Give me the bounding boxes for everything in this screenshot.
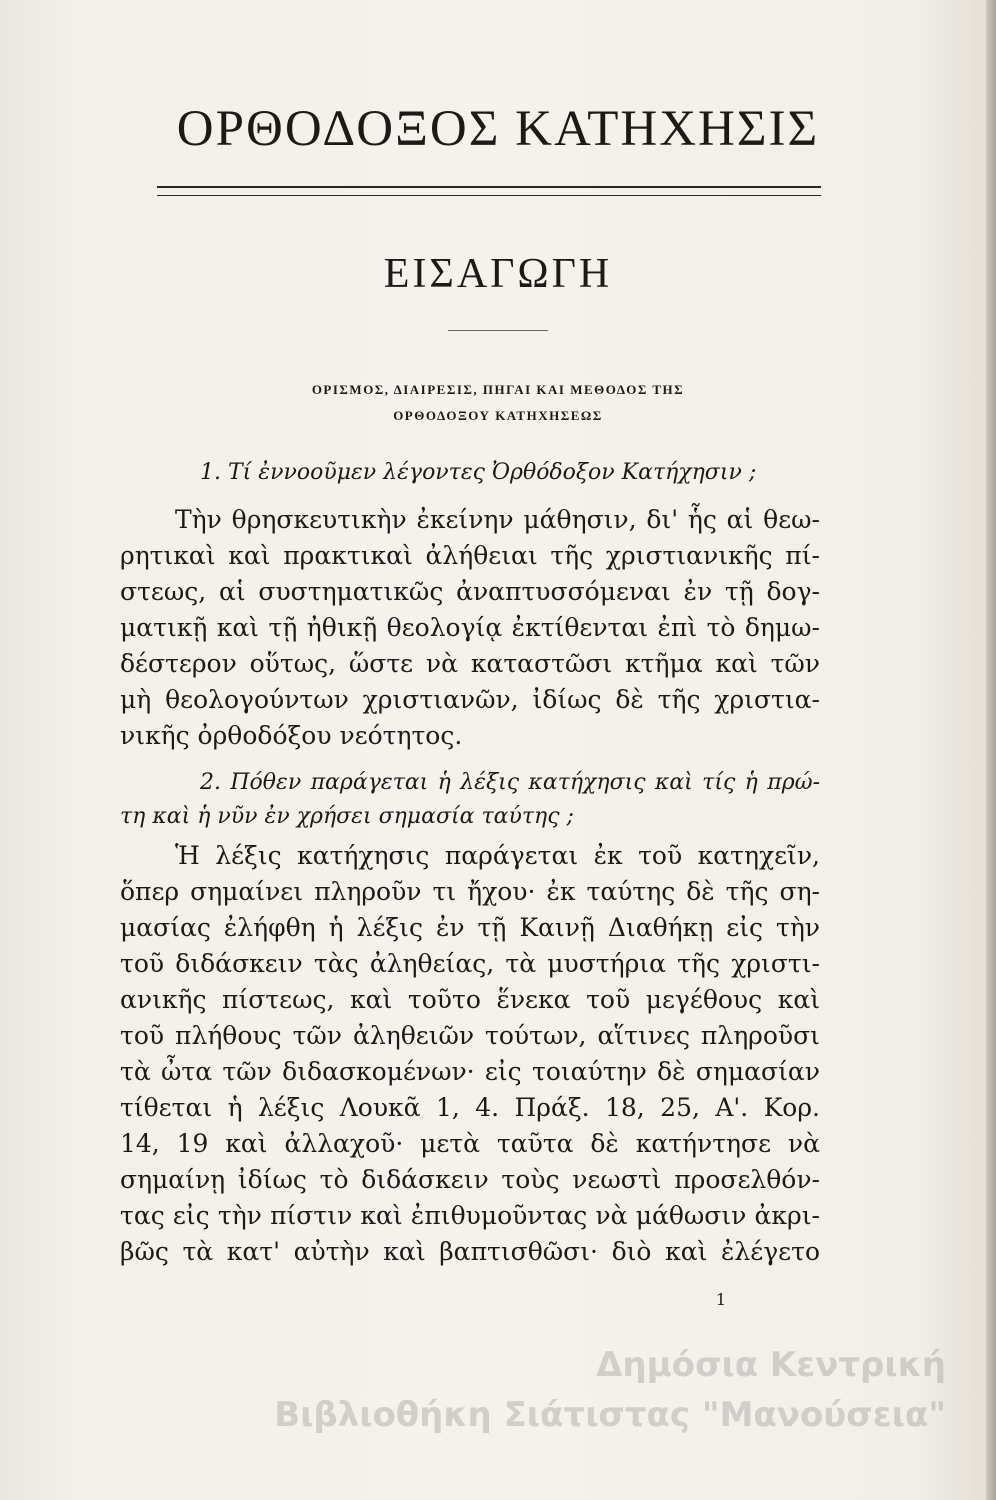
section-divider xyxy=(448,330,548,331)
title-double-rule xyxy=(157,186,821,196)
watermark-line: Βιβλιοθήκη Σιάτιστας "Μανούσεια" xyxy=(274,1395,946,1435)
answer-2-line: Ἡ λέξις κατήχησις παράγεται ἐκ τοῦ κατηχεῖν, xyxy=(175,841,820,870)
answer-2-line: τίθεται ἡ λέξις Λουκᾶ 1, 4. Πράξ. 18, 25, Α'. Κορ. xyxy=(120,1093,820,1122)
answer-1-line: δέστερον οὕτως, ὥστε νὰ καταστῶσι κτῆμα καὶ τῶν xyxy=(120,649,820,678)
answer-1-line: ματικῇ καὶ τῇ ἠθικῇ θεολογίᾳ ἐκτίθενται ἐπὶ τὸ δημω- xyxy=(120,613,820,642)
question-2-line: τη καὶ ἡ νῦν ἐν χρήσει σημασία ταύτης ; xyxy=(120,804,574,829)
watermark-line: Δημόσια Κεντρική xyxy=(596,1345,946,1385)
answer-1-line: νικῆς ὀρθοδόξου νεότητος. xyxy=(120,721,463,750)
answer-2-line: τὰ ὦτα τῶν διδασκομένων· εἰς τοιαύτην δὲ σημασίαν xyxy=(120,1057,820,1086)
answer-1-line: ρητικαὶ καὶ πρακτικαὶ ἀλήθειαι τῆς χριστιανικῆς πί- xyxy=(120,541,820,570)
answer-1-line: στεως, αἱ συστηματικῶς ἀναπτυσσόμεναι ἐν τῇ δογ- xyxy=(120,577,820,606)
section-title: ΕΙΣΑΓΩΓΗ xyxy=(383,251,613,297)
answer-1-line: μὴ θεολογούντων χριστιανῶν, ἰδίως δὲ τῆς χριστια- xyxy=(120,685,820,714)
question-2-line: 2. Πόθεν παράγεται ἡ λέξις κατήχησις καὶ τίς ἡ πρώ- xyxy=(200,770,820,795)
question-1: 1. Τί ἐννοοῦμεν λέγοντες Ὀρθόδοξον Κατήχησιν ; xyxy=(200,460,757,485)
answer-2-line: 14, 19 καὶ ἀλλαχοῦ· μετὰ ταῦτα δὲ κατήντησε νὰ xyxy=(120,1129,820,1158)
answer-2-line: τοῦ διδάσκειν τὰς ἀληθείας, τὰ μυστήρια τῆς χριστι- xyxy=(120,949,820,978)
library-watermark xyxy=(274,1340,946,1440)
book-title: ΟΡΘΟΔΟΞΟΣ ΚΑΤΗΧΗΣΙΣ xyxy=(176,101,820,157)
answer-2-line: μασίας ἐλήφθη ἡ λέξις ἐν τῇ Καινῇ Διαθήκῃ εἰς τὴν xyxy=(120,913,820,942)
answer-2-line: βῶς τὰ κατ' αὐτὴν καὶ βαπτισθῶσι· διὸ καὶ ἐλέγετο xyxy=(120,1237,820,1266)
answer-2-line: ανικῆς πίστεως, καὶ τοῦτο ἕνεκα τοῦ μεγέθους καὶ xyxy=(120,985,820,1014)
answer-2-line: τοῦ πλήθους τῶν ἀληθειῶν τούτων, αἵτινες πληροῦσι xyxy=(120,1021,820,1050)
answer-2-line: τας εἰς τὴν πίστιν καὶ ἐπιθυμοῦντας νὰ μάθωσιν ἀκρι- xyxy=(120,1201,820,1230)
subtitle-line: ΟΡΘΟΔΟΞΟΥ ΚΑΤΗΧΗΣΕΩΣ xyxy=(393,408,603,423)
answer-2-line: ὅπερ σημαίνει πληροῦν τι ἤχου· ἐκ ταύτης δὲ τῆς ση- xyxy=(120,877,820,906)
section-subtitle xyxy=(0,377,996,429)
answer-1-line: Τὴν θρησκευτικὴν ἐκείνην μάθησιν, δι' ἧς αἱ θεω- xyxy=(175,505,820,534)
subtitle-line: ΟΡΙΣΜΟΣ, ΔΙΑΙΡΕΣΙΣ, ΠΗΓΑΙ ΚΑΙ ΜΕΘΟΔΟΣ ΤΗΣ xyxy=(311,382,685,397)
answer-2-line: σημαίνῃ ἰδίως τὸ διδάσκειν τοὺς νεωστὶ προσελθόν- xyxy=(120,1165,820,1194)
page-binding-edge xyxy=(986,0,996,1500)
page-number: 1 xyxy=(715,1290,726,1309)
